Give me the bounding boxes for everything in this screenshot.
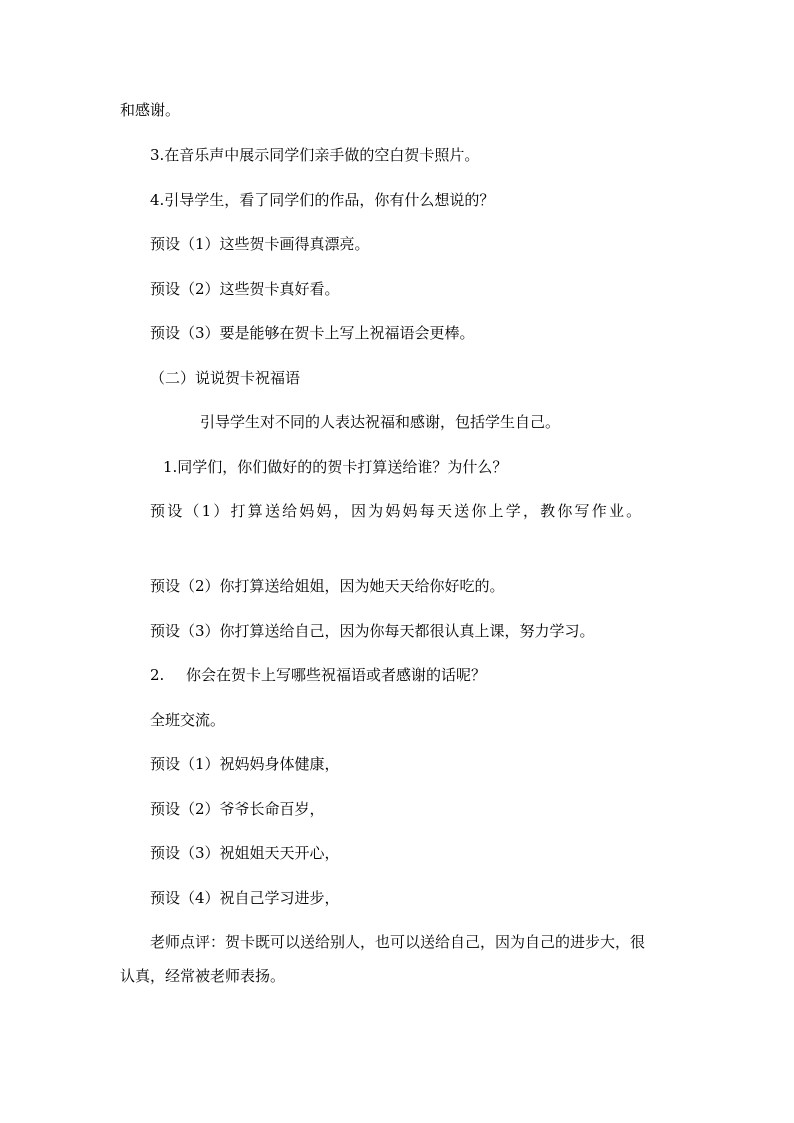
question-1: 1.同学们，你们做好的的贺卡打算送给谁？为什么？ xyxy=(163,458,508,476)
wish-preset-3: 预设（3）祝姐姐天天开心， xyxy=(150,844,340,862)
wish-preset-4: 预设（4）祝自己学习进步， xyxy=(150,889,340,907)
answer-preset-1: 预设（1）打算送给妈妈，因为妈妈每天送你上学，教你写作业。 xyxy=(150,502,644,520)
answer-preset-3: 预设（3）你打算送给自己，因为你每天都很认真上课，努力学习。 xyxy=(150,622,595,640)
section-heading: （二）说说贺卡祝福语 xyxy=(150,369,301,387)
question-2-text: 你会在贺卡上写哪些祝福语或者感谢的话呢？ xyxy=(186,666,487,684)
paragraph-continuation: 和感谢。 xyxy=(120,101,181,119)
question-2-number: 2. xyxy=(150,666,165,684)
class-discussion: 全班交流。 xyxy=(150,711,226,729)
section-intro: 引导学生对不同的人表达祝福和感谢，包括学生自己。 xyxy=(200,413,561,431)
step-3: 3.在音乐声中展示同学们亲手做的空白贺卡照片。 xyxy=(150,146,480,164)
preset-3: 预设（3）要是能够在贺卡上写上祝福语会更棒。 xyxy=(150,324,475,342)
preset-2: 预设（2）这些贺卡真好看。 xyxy=(150,280,340,298)
answer-preset-2: 预设（2）你打算送给姐姐，因为她天天给你好吃的。 xyxy=(150,577,505,595)
teacher-comment-continuation: 认真，经常被老师表扬。 xyxy=(120,967,286,985)
teacher-comment: 老师点评：贺卡既可以送给别人，也可以送给自己，因为自己的进步大，很 xyxy=(150,933,646,951)
wish-preset-2: 预设（2）爷爷长命百岁， xyxy=(150,800,325,818)
question-2 xyxy=(150,665,486,685)
wish-preset-1: 预设（1）祝妈妈身体健康， xyxy=(150,755,340,773)
step-4: 4.引导学生，看了同学们的作品，你有什么想说的？ xyxy=(150,191,495,209)
preset-1: 预设（1）这些贺卡画得真漂亮。 xyxy=(150,235,370,253)
